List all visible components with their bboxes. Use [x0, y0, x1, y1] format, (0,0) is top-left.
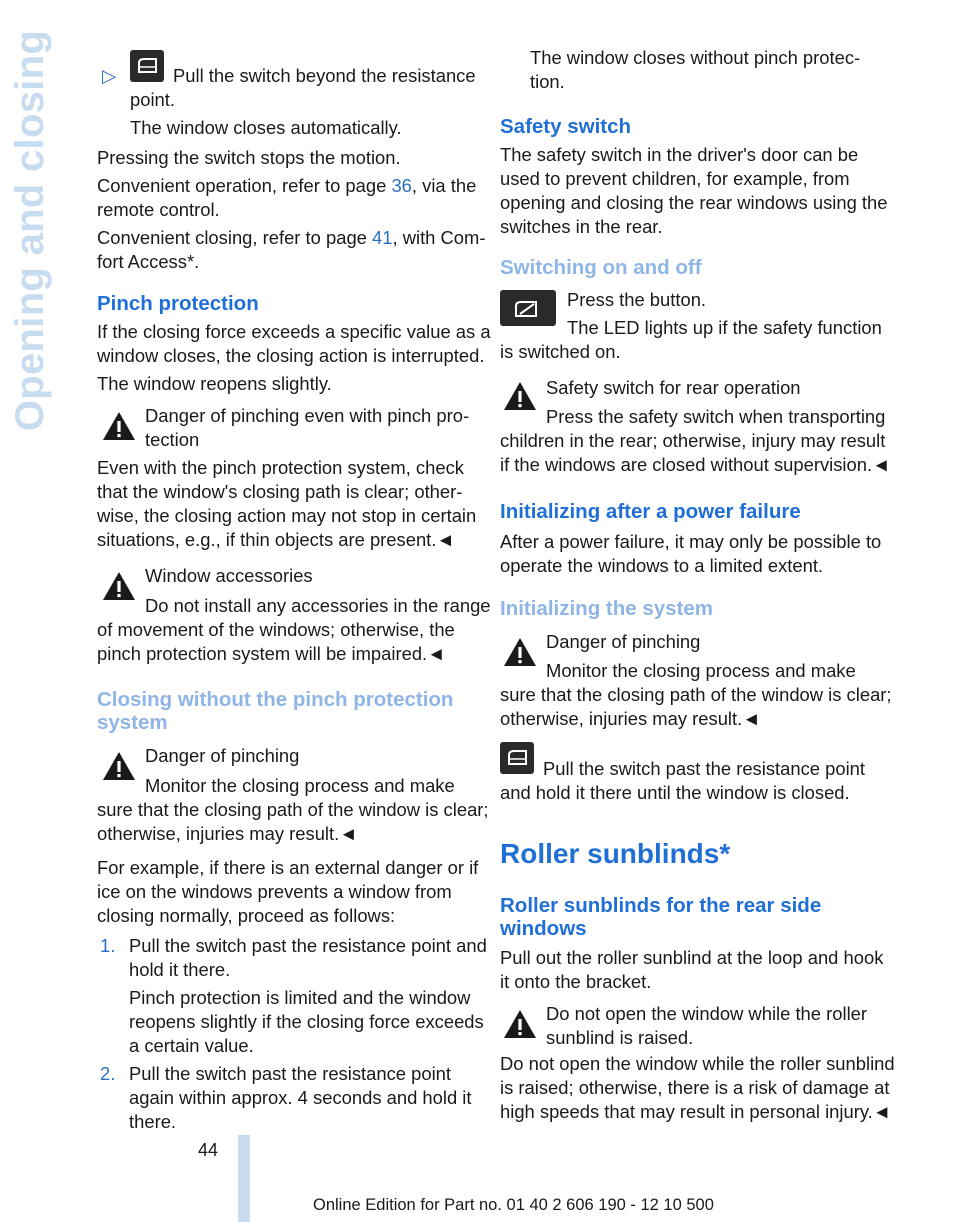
- bullet-triangle: ▷: [102, 65, 117, 86]
- warning-body-line: that the window's closing path is clear; other-: [97, 481, 463, 502]
- pinch-para-line: window closes, the closing action is interrupted.: [97, 345, 485, 366]
- convenient-operation-line2: remote control.: [97, 199, 220, 220]
- warning-triangle-icon: [502, 636, 538, 668]
- convenient-closing-line2: fort Access*.: [97, 251, 200, 272]
- step-line: hold it there.: [129, 959, 231, 980]
- chapter-title: Opening and closing: [8, 29, 53, 431]
- safety-switch-heading: Safety switch: [500, 115, 632, 138]
- warning-body-line: if the windows are closed without supervision.◄: [500, 454, 891, 475]
- warning-title: tection: [145, 429, 200, 450]
- safety-para-line: used to prevent children, for example, from: [500, 168, 850, 189]
- warning-body-line: otherwise, injuries may result.◄: [500, 708, 761, 729]
- initializing-heading: Initializing after a power failure: [500, 500, 801, 523]
- warning-triangle-icon: [101, 570, 137, 602]
- example-para-line: closing normally, proceed as follows:: [97, 905, 396, 926]
- reopens-text: The window reopens slightly.: [97, 373, 332, 394]
- safety-para-line: switches in the rear.: [500, 216, 663, 237]
- init-para-line: operate the windows to a limited extent.: [500, 555, 824, 576]
- init-para-line: After a power failure, it may only be possible to: [500, 531, 882, 552]
- warning-body-line: sure that the closing path of the window is clear;: [500, 684, 892, 705]
- step-line: again within approx. 4 seconds and hold it: [129, 1087, 472, 1108]
- warning-title: sunblind is raised.: [546, 1027, 694, 1048]
- page-number: 44: [198, 1140, 219, 1160]
- warning-body-line: sure that the closing path of the window is clear;: [97, 799, 489, 820]
- warning-body-line: wise, the closing action may not stop in certain: [97, 505, 477, 526]
- pull-hold-line: Pull the switch past the resistance point: [543, 758, 866, 779]
- example-para-line: ice on the windows prevents a window from: [97, 881, 452, 902]
- example-para-line: For example, if there is an external danger or if: [97, 857, 479, 878]
- rear-para-line: Pull out the roller sunblind at the loop and hook: [500, 947, 884, 968]
- continued-line: The window closes without pinch protec-: [530, 47, 861, 68]
- step-line: there.: [129, 1111, 177, 1132]
- press-button-text: Press the button.: [567, 289, 707, 310]
- footer-accent-bar: [238, 1135, 250, 1222]
- pinch-para-line: If the closing force exceeds a specific value as a: [97, 321, 491, 342]
- stop-motion-text: Pressing the switch stops the motion.: [97, 147, 401, 168]
- step-sub-line: Pinch protection is limited and the window: [129, 987, 471, 1008]
- window-switch-icon: [500, 742, 534, 774]
- pinch-protection-heading: Pinch protection: [97, 292, 259, 315]
- auto-close-line2: point.: [130, 89, 175, 110]
- warning-body-line: situations, e.g., if thin objects are present.◄: [97, 529, 455, 550]
- warning-body-line: high speeds that may result in personal injury.◄: [500, 1101, 891, 1122]
- warning-body-line: Even with the pinch protection system, check: [97, 457, 464, 478]
- step-sub-line: reopens slightly if the closing force exceeds: [129, 1011, 484, 1032]
- warning-body-line: pinch protection system will be impaired.◄: [97, 643, 446, 664]
- led-text-line: is switched on.: [500, 341, 621, 362]
- continued-line: tion.: [530, 71, 565, 92]
- page-link-41[interactable]: 41: [372, 227, 393, 248]
- convenient-operation-line: Convenient operation, refer to page 36, via the: [97, 175, 477, 196]
- safety-para-line: opening and closing the rear windows using the: [500, 192, 888, 213]
- warning-body-line: Monitor the closing process and make: [145, 775, 455, 796]
- warning-title: Window accessories: [145, 565, 313, 586]
- closing-without-heading: Closing without the pinch protection: [97, 688, 454, 711]
- warning-body-line: of movement of the windows; otherwise, the: [97, 619, 455, 640]
- rear-sunblinds-heading: windows: [500, 917, 587, 940]
- auto-close-line3: The window closes automatically.: [130, 117, 402, 138]
- warning-triangle-icon: [502, 380, 538, 412]
- switching-heading: Switching on and off: [500, 256, 702, 279]
- warning-title: Do not open the window while the roller: [546, 1003, 868, 1024]
- warning-title: Danger of pinching: [546, 631, 701, 652]
- step-sub-line: a certain value.: [129, 1035, 254, 1056]
- warning-triangle-icon: [502, 1008, 538, 1040]
- warning-body-line: children in the rear; otherwise, injury may result: [500, 430, 886, 451]
- page-link-36[interactable]: 36: [391, 175, 412, 196]
- warning-title: Danger of pinching even with pinch pro-: [145, 405, 470, 426]
- warning-triangle-icon: [101, 410, 137, 442]
- warning-body-line: Do not install any accessories in the range: [145, 595, 491, 616]
- window-switch-icon: [130, 50, 164, 82]
- chapter-side-tab: [0, 29, 62, 431]
- closing-without-heading: system: [97, 711, 168, 734]
- safety-switch-button-icon: [500, 290, 556, 326]
- step-line: Pull the switch past the resistance point and: [129, 935, 487, 956]
- led-text-line: The LED lights up if the safety function: [567, 317, 882, 338]
- initializing-system-heading: Initializing the system: [500, 597, 714, 620]
- step-number: 1.: [100, 935, 116, 956]
- edition-footer: Online Edition for Part no. 01 40 2 606 190 - 12 10 500: [313, 1196, 714, 1214]
- pull-hold-line: and hold it there until the window is closed.: [500, 782, 850, 803]
- convenient-closing-line: Convenient closing, refer to page 41, with Com-: [97, 227, 486, 248]
- safety-para-line: The safety switch in the driver's door can be: [500, 144, 859, 165]
- warning-body-line: Monitor the closing process and make: [546, 660, 856, 681]
- roller-sunblinds-heading: Roller sunblinds*: [500, 838, 731, 869]
- rear-para-line: it onto the bracket.: [500, 971, 652, 992]
- warning-triangle-icon: [101, 750, 137, 782]
- step-line: Pull the switch past the resistance point: [129, 1063, 452, 1084]
- warning-body-line: otherwise, injuries may result.◄: [97, 823, 358, 844]
- warning-title: Safety switch for rear operation: [546, 377, 801, 398]
- auto-close-line1: Pull the switch beyond the resistance: [173, 65, 476, 86]
- warning-title: Danger of pinching: [145, 745, 300, 766]
- warning-body-line: Do not open the window while the roller sunblind: [500, 1053, 895, 1074]
- rear-sunblinds-heading: Roller sunblinds for the rear side: [500, 894, 822, 917]
- warning-body-line: Press the safety switch when transporting: [546, 406, 886, 427]
- warning-body-line: is raised; otherwise, there is a risk of damage at: [500, 1077, 890, 1098]
- step-number: 2.: [100, 1063, 116, 1084]
